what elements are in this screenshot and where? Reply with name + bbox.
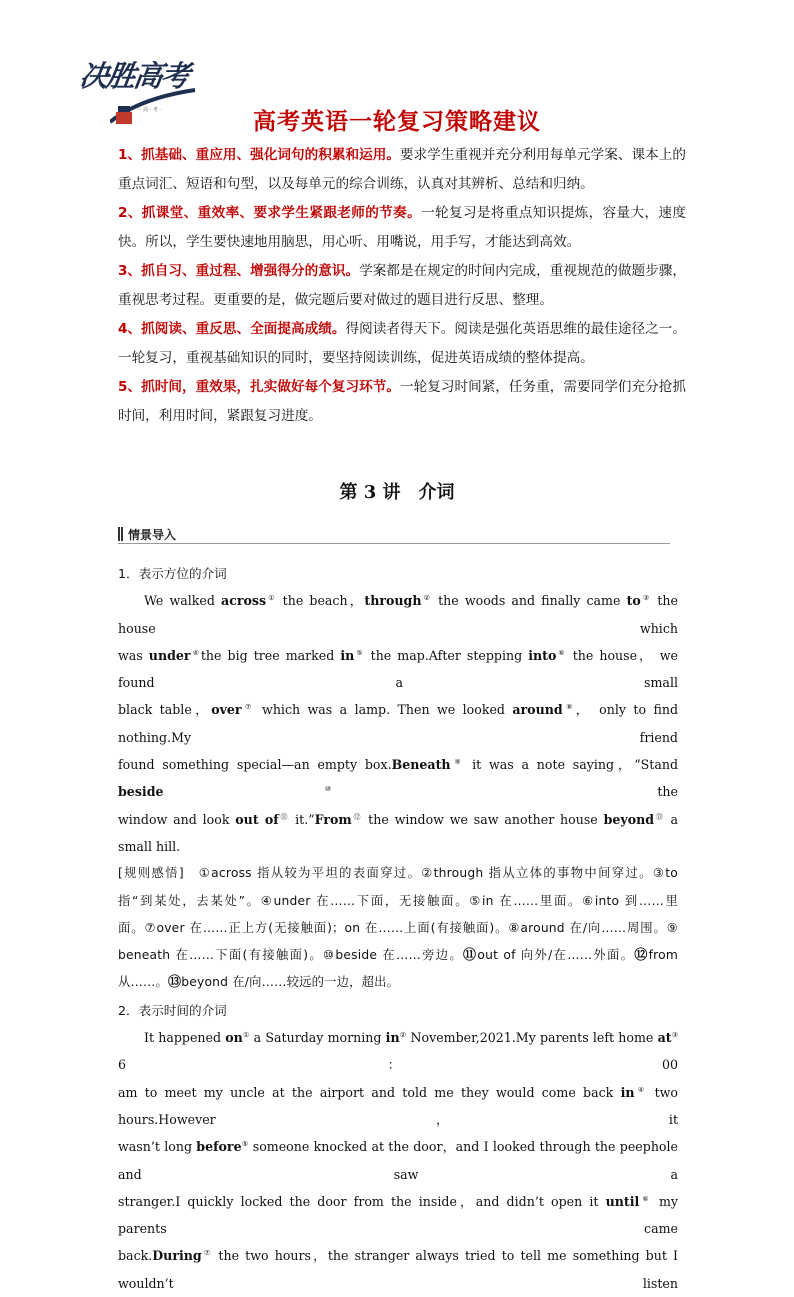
strategy-key: 4、抓阅读、重反思、全面提高成绩。 — [118, 321, 346, 337]
lesson-content — [118, 560, 678, 1297]
preposition: out of — [235, 811, 279, 827]
paragraph-line — [118, 587, 678, 642]
strategy-text: 得阅读者得天下。阅读是强化英语思维的最佳途径之一。一轮复习，重视基础知识的同时，要坚持阅读训练，促进英语成绩的整体提高。 — [118, 321, 686, 366]
strategy-text: 学案都是在规定的时间内完成，重视规范的做题步骤，重视思考过程。更重要的是，做完题后要对做过的题目进行反思、整理。 — [118, 263, 686, 308]
strategy-text: 一轮复习时间紧，任务重，需要同学们充分抢抓时间，利用时间，紧跟复习进度。 — [118, 379, 686, 424]
marker: ⑦ — [241, 703, 255, 712]
text-run: 从……。 — [118, 975, 168, 990]
preposition: into — [528, 647, 557, 663]
strategy-item — [118, 315, 686, 373]
text-run: the house， we found a small — [118, 647, 678, 691]
preposition: From — [314, 811, 352, 827]
text-run: the woods and finally came — [432, 593, 627, 609]
preposition: over — [211, 702, 242, 718]
marker: ⑪ — [278, 812, 290, 821]
text-run: someone knocked at the door，and I looked through the peephole and saw a — [118, 1139, 678, 1182]
text-run: the window we saw another house — [362, 811, 604, 827]
text-run: the two hours，the stranger always tried to tell me something but I wouldn’t listen — [118, 1248, 678, 1291]
marker: ③ — [640, 594, 652, 603]
strategy-text: 一轮复习是将重点知识提炼，容量大，速度快。所以，学生要快速地用脑思，用心听、用嘴说，用手写，才能达到高效。 — [118, 205, 686, 250]
marker: ⑩ — [163, 785, 493, 794]
marker: ⑪ — [463, 948, 478, 964]
preposition: to — [626, 593, 641, 609]
preposition: During — [152, 1248, 202, 1264]
paragraph-line — [118, 1188, 678, 1243]
preposition: in — [620, 1084, 635, 1100]
text-run: it was a note saying，“Stand — [464, 757, 678, 773]
preposition: Beneath — [391, 757, 451, 773]
preposition: until — [605, 1193, 640, 1209]
paragraph-line — [118, 1133, 678, 1188]
strategy-item — [118, 141, 686, 199]
text-run: a small hill. — [118, 811, 679, 854]
text-run: wasn’t long — [118, 1139, 197, 1155]
marker: ① — [242, 1031, 250, 1040]
section-header — [118, 524, 670, 544]
paragraph-line — [118, 751, 678, 806]
text-run: which was a lamp. Then we looked — [254, 702, 513, 718]
text-run: stranger.I quickly locked the door from the inside，and didn’t open it — [118, 1193, 606, 1209]
marker: ⑫ — [351, 812, 363, 821]
marker: ⑧ — [562, 703, 576, 712]
marker: ⑨ — [450, 758, 465, 767]
strategy-list — [118, 141, 686, 431]
text-run: found something special—an empty box. — [118, 757, 392, 773]
text-run: from — [648, 948, 679, 963]
rules-line: 指“到某处，去某处”。④under 在……下面，无接触面。⑤in 在……里面。⑥into 到……里 — [118, 893, 678, 908]
strategy-item — [118, 199, 686, 257]
marker: ① — [266, 594, 277, 603]
rules-line: 面。⑦over 在……正上方(无接触面)；on 在……上面(有接触面)。⑧around 在/向……周围。⑨ — [118, 920, 678, 935]
subsection-heading: 2．表示时间的介词 — [118, 1002, 227, 1018]
text-run: out of 向外/在……外面。 — [477, 948, 635, 963]
strategy-text: 要求学生重视并充分利用每单元学案、课本上的重点词汇、短语和句型，以及每单元的综合训练，认真对其辨析、总结和归纳。 — [118, 147, 686, 192]
text-run: beyond 在/向……较远的一边，超出。 — [181, 975, 400, 990]
paragraph-line — [118, 1242, 678, 1297]
subsection-heading: 1．表示方位的介词 — [118, 566, 227, 581]
marker: ⑤ — [241, 1140, 249, 1149]
text-run: it.” — [289, 811, 315, 827]
paragraph-line — [118, 1079, 678, 1134]
paragraph-line — [118, 1024, 678, 1079]
marker: ⑫ — [634, 948, 649, 964]
section-label: 情景导入 — [128, 528, 177, 542]
preposition: beyond — [603, 811, 655, 827]
preposition: in — [385, 1030, 400, 1046]
text-run: beneath 在……下面(有接触面)。⑩beside 在……旁边。 — [118, 948, 464, 963]
marker: ⑤ — [354, 648, 365, 657]
preposition: around — [512, 702, 563, 718]
preposition: before — [196, 1139, 242, 1155]
paragraph-line — [118, 642, 678, 697]
text-run: my parents came — [118, 1193, 679, 1237]
text-run: 6：00 — [118, 1057, 678, 1073]
preposition: through — [364, 593, 422, 609]
strategy-item — [118, 257, 686, 315]
marker: ⑥ — [639, 1194, 652, 1203]
preposition: under — [148, 647, 191, 663]
strategy-key: 5、抓时间，重效果，扎实做好每个复习环节。 — [118, 379, 400, 395]
preposition: at — [657, 1030, 672, 1046]
rules-line: [规则感悟] ①across 指从较为平坦的表面穿过。②through 指从立体的事物中间穿过。③to — [118, 866, 678, 881]
marker: ③ — [671, 1031, 679, 1040]
marker: ⑬ — [168, 975, 182, 991]
strategy-key: 1、抓基础、重应用、强化词句的积累和运用。 — [118, 147, 400, 163]
text-run: We walked — [144, 593, 222, 609]
text-run: am to meet my uncle at the airport and told me they would come back — [118, 1084, 621, 1100]
paragraph-line — [118, 696, 678, 751]
marker: ④ — [190, 648, 201, 657]
section-divider — [118, 543, 670, 544]
text-run: the — [492, 784, 678, 800]
section-bar-icon — [118, 527, 124, 541]
text-run: November,2021.My parents left home — [406, 1030, 658, 1046]
marker: ② — [421, 594, 433, 603]
rules-line — [118, 969, 678, 996]
marker: ④ — [634, 1085, 648, 1094]
page-title: 高考英语一轮复习策略建议 — [253, 109, 541, 135]
marker: ⑬ — [654, 812, 665, 821]
text-run: black table， — [118, 702, 212, 718]
text-run: ， only to find nothing.My friend — [118, 702, 679, 745]
strategy-key: 2、抓课堂、重效率、要求学生紧跟老师的节奏。 — [118, 205, 422, 221]
marker: ② — [399, 1031, 407, 1040]
strategy-item — [118, 373, 686, 431]
text-run: back. — [118, 1248, 153, 1264]
marker: ⑦ — [201, 1249, 213, 1258]
text-run: the map.After stepping — [364, 647, 529, 663]
text-run: the house which — [118, 593, 678, 636]
marker: ⑥ — [556, 648, 567, 657]
preposition: across — [221, 593, 267, 609]
text-run: two hours.However，it — [118, 1084, 678, 1127]
strategy-key: 3、抓自习、重过程、增强得分的意识。 — [118, 263, 360, 279]
preposition: beside — [118, 784, 164, 800]
text-run: was — [118, 647, 149, 663]
rules-line — [118, 942, 678, 969]
logo-tagline: · · · · · · 高 · 考 · — [124, 107, 162, 113]
paragraph-line — [118, 806, 678, 861]
logo-text: 决胜高考 — [77, 59, 191, 93]
preposition: on — [225, 1030, 243, 1046]
text-run: It happened — [144, 1030, 226, 1046]
text-run: the big tree marked — [200, 647, 341, 663]
text-run: the beach， — [276, 593, 365, 609]
preposition: in — [340, 647, 355, 663]
lecture-title: 第 3 讲 介词 — [339, 482, 455, 503]
text-run: window and look — [118, 811, 236, 827]
text-run: a Saturday morning — [249, 1030, 386, 1046]
